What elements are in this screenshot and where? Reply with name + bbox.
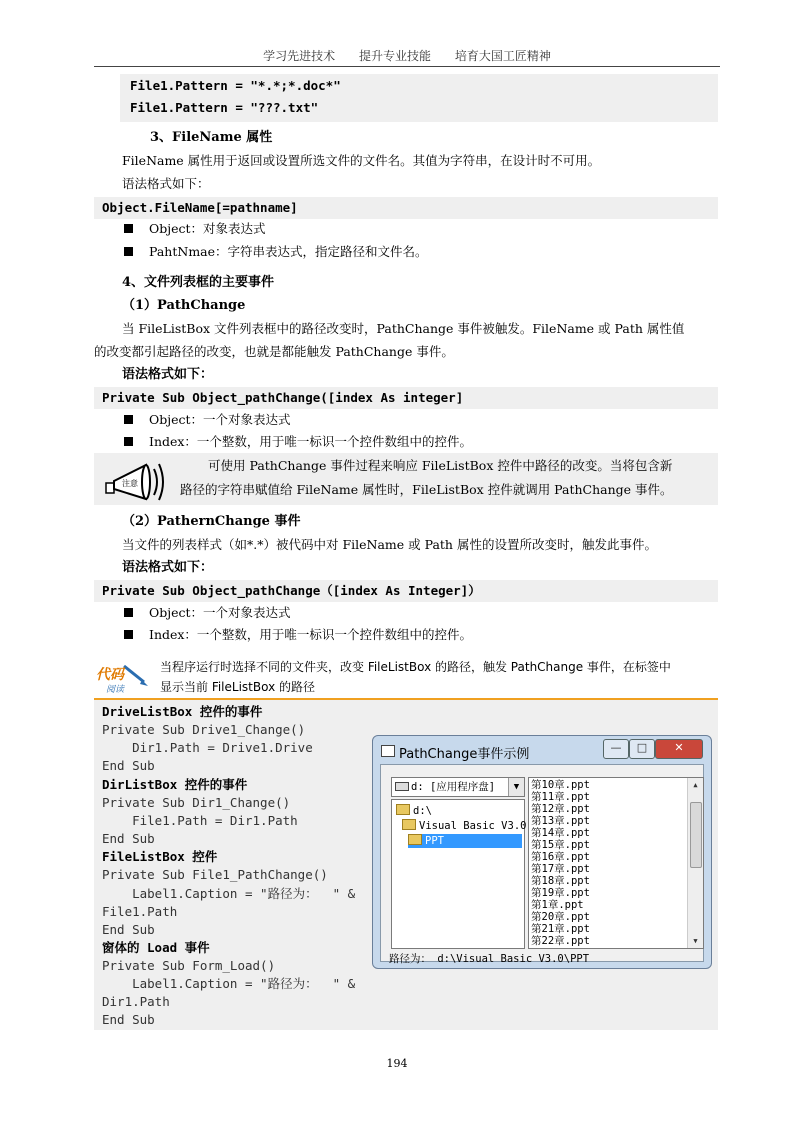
filename-bullet-2: PahtNmae：字符串表达式，指定路径和文件名。 [124, 242, 428, 262]
scroll-down-icon[interactable]: ▼ [693, 937, 698, 945]
dropdown-arrow-icon[interactable]: ▼ [508, 778, 524, 796]
close-button[interactable]: ✕ [655, 739, 703, 759]
sample-code-line: File1.Path [102, 904, 178, 919]
patternchange-bullet-2: Index：一个整数，用于唯一标识一个控件数组中的控件。 [124, 625, 472, 645]
dir-item[interactable]: d:\ [396, 804, 432, 818]
drive-value: d: [应用程序盘] [411, 781, 496, 793]
page-number: 194 [386, 1057, 408, 1070]
page-header [94, 48, 720, 67]
sample-code-line: Private Sub Drive1_Change() [102, 722, 306, 737]
scrollbar-thumb[interactable] [690, 802, 702, 868]
file-item[interactable]: 第14章.ppt [531, 827, 590, 839]
file-item[interactable]: 第17章.ppt [531, 863, 590, 875]
header-item-2: 提升专业技能 [358, 49, 431, 63]
code-reading-badge-line1: 代码 [96, 667, 124, 683]
patternchange-bullet-1: Object：一个对象表达式 [124, 603, 291, 623]
sample-code-line: Private Sub File1_PathChange() [102, 867, 328, 882]
file-item[interactable]: 第16章.ppt [531, 851, 590, 863]
sample-code-line: Private Sub Dir1_Change() [102, 795, 291, 810]
note-line-1: 可使用 PathChange 事件过程来响应 FileListBox 控件中路径的改变。当将包含新 [208, 458, 673, 473]
pathchange-desc-1: 当 FileListBox 文件列表框中的路径改变时，PathChange 事件被触发。FileName 或 Path 属性值 [122, 321, 685, 336]
path-label: 路径为： d:\Visual Basic V3.0\PPT [389, 953, 590, 965]
drive-icon [395, 782, 409, 791]
file-item[interactable]: 第12章.ppt [531, 803, 590, 815]
scroll-up-icon[interactable]: ▲ [693, 781, 698, 789]
code-reading-badge [94, 660, 152, 696]
sample-code-line: Private Sub Form_Load() [102, 958, 276, 973]
note-line-2: 路径的字符串赋值给 FileName 属性时，FileListBox 控件就调用 PathChange 事件。 [180, 482, 673, 497]
sample-code-line: End Sub [102, 831, 155, 846]
sample-code-line: End Sub [102, 758, 155, 773]
dir-item[interactable]: Visual Basic V3.0 [402, 819, 526, 833]
pathchange-bullet-1: Object：一个对象表达式 [124, 410, 291, 430]
dir-item-selected[interactable]: PPT [408, 834, 522, 848]
sample-code-line: End Sub [102, 1012, 155, 1027]
file-item[interactable]: 第18章.ppt [531, 875, 590, 887]
file-item[interactable]: 第11章.ppt [531, 791, 590, 803]
header-item-3: 培育大国工匠精神 [454, 49, 551, 63]
sample-code-line: Dir1.Path = Drive1.Drive [102, 740, 313, 755]
note-box [94, 453, 718, 505]
pathchange-syntax-block [94, 387, 718, 409]
window-icon [381, 745, 395, 757]
window-client [380, 764, 704, 965]
filename-syntax: Object.FileName[=pathname] [102, 200, 298, 215]
code-reading-intro-2: 显示当前 FileListBox 的路径 [160, 680, 315, 694]
sample-code-line: Dir1.Path [102, 994, 170, 1009]
sample-code-line: End Sub [102, 922, 155, 937]
pathchange-desc-2: 的改变都引起路径的改变，也就是都能触发 PathChange 事件。 [94, 344, 454, 359]
window-title: PathChange事件示例 [399, 747, 530, 762]
filename-desc: FileName 属性用于返回或设置所选文件的文件名。其值为字符串，在设计时不可用。 [122, 153, 601, 168]
note-icon-label: 注意 [122, 479, 138, 488]
file-item[interactable]: 第22章.ppt [531, 935, 590, 947]
dir-listbox[interactable] [391, 799, 525, 949]
folder-open-icon [402, 819, 416, 830]
file-item[interactable]: 第15章.ppt [531, 839, 590, 851]
file-item[interactable]: 第10章.ppt [531, 779, 590, 791]
file-item[interactable]: 第1章.ppt [531, 899, 584, 911]
pathchange-bullet-2: Index：一个整数，用于唯一标识一个控件数组中的控件。 [124, 432, 472, 452]
folder-open-icon [408, 834, 422, 845]
file-listbox[interactable] [528, 777, 704, 949]
filename-bullet-1: Object：对象表达式 [124, 219, 266, 239]
code-line: File1.Pattern = "*.*;*.doc*" [130, 78, 341, 93]
sample-code-line: DriveListBox 控件的事件 [102, 704, 263, 719]
pathchange-window [372, 735, 712, 969]
drive-combobox[interactable] [391, 777, 525, 797]
patternchange-syntax-label: 语法格式如下： [122, 560, 214, 575]
patternchange-syntax: Private Sub Object_pathChange（[index As Integer]） [102, 583, 481, 598]
file-list-scrollbar[interactable] [687, 778, 703, 948]
pathchange-heading: （1）PathChange [122, 298, 246, 313]
code-reading-intro-1: 当程序运行时选择不同的文件夹，改变 FileListBox 的路径，触发 PathChange 事件，在标签中 [160, 660, 671, 674]
folder-open-icon [396, 804, 410, 815]
maximize-button[interactable]: □ [629, 739, 655, 759]
sample-code-line: DirListBox 控件的事件 [102, 777, 248, 792]
file-item[interactable]: 第20章.ppt [531, 911, 590, 923]
patternchange-desc: 当文件的列表样式（如*.*）被代码中对 FileName 或 Path 属性的设置所改变时，触发此事件。 [122, 537, 657, 552]
file-item[interactable]: 第21章.ppt [531, 923, 590, 935]
code-line: File1.Pattern = "???.txt" [130, 100, 319, 115]
sample-code-line: Label1.Caption = "路径为： " & [102, 976, 356, 991]
code-reading-badge-line2: 阅读 [106, 685, 125, 695]
events-heading: 4、文件列表框的主要事件 [122, 275, 275, 290]
sample-code-line: FileListBox 控件 [102, 849, 218, 864]
pathchange-syntax: Private Sub Object_pathChange([index As integer] [102, 390, 464, 405]
sample-code-line: 窗体的 Load 事件 [102, 940, 210, 955]
minimize-button[interactable]: — [603, 739, 629, 759]
pathchange-syntax-label: 语法格式如下： [122, 367, 214, 382]
file-item[interactable]: 第19章.ppt [531, 887, 590, 899]
header-item-1: 学习先进技术 [263, 49, 336, 63]
filename-syntax-label: 语法格式如下： [122, 176, 210, 191]
patternchange-syntax-block [94, 580, 718, 602]
pattern-code-block [120, 74, 718, 122]
patternchange-heading: （2）PathernChange 事件 [122, 514, 301, 529]
file-item[interactable]: 第13章.ppt [531, 815, 590, 827]
filename-syntax-block [94, 197, 718, 219]
filename-heading: 3、FileName 属性 [150, 130, 273, 145]
sample-code-line: File1.Path = Dir1.Path [102, 813, 298, 828]
megaphone-icon [100, 455, 172, 503]
sample-code-line: Label1.Caption = "路径为： " & [102, 886, 356, 901]
